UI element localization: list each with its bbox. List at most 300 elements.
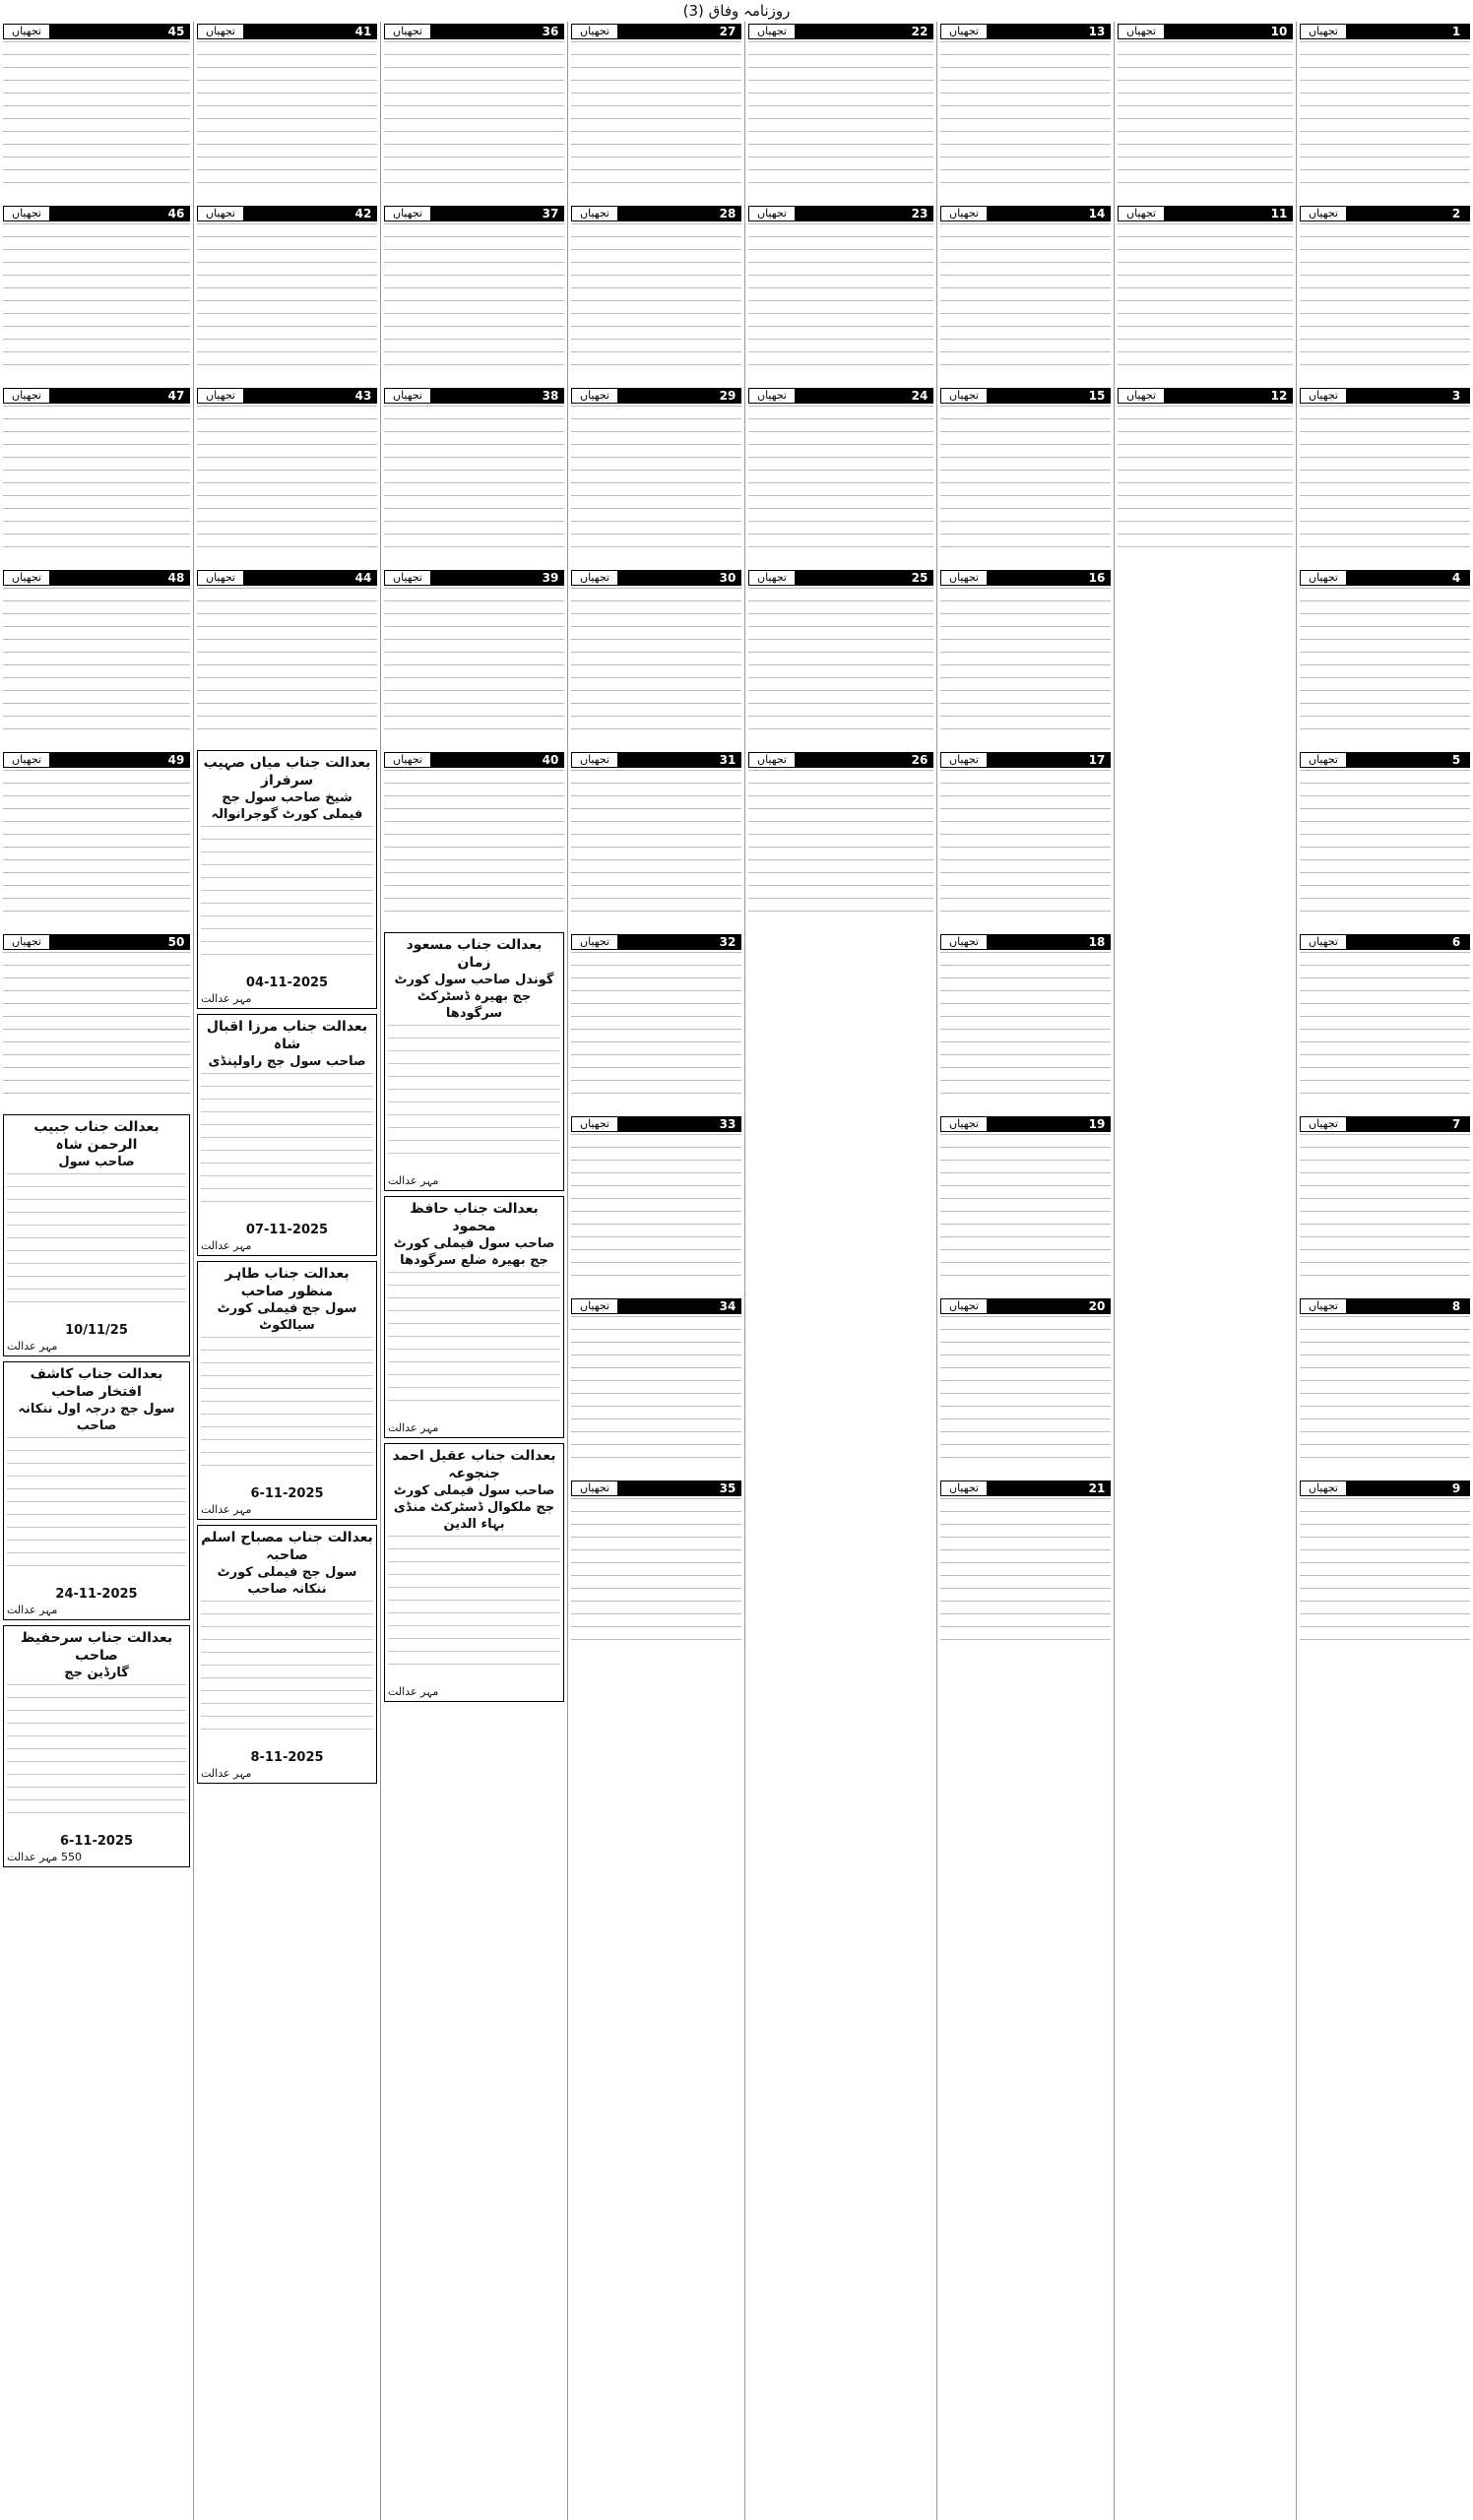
text-line — [3, 652, 190, 653]
notice-number: 11 — [1265, 206, 1293, 221]
text-line — [3, 470, 190, 471]
notice-entry — [940, 386, 1111, 563]
text-line — [748, 482, 933, 483]
text-line — [571, 613, 741, 614]
text-line — [1118, 105, 1293, 106]
text-line — [384, 546, 564, 547]
notice-number: 38 — [537, 388, 564, 404]
notice-header — [571, 24, 741, 39]
text-line — [1300, 1406, 1470, 1407]
text-line — [1300, 313, 1470, 314]
text-line — [1300, 1067, 1470, 1068]
text-line — [748, 770, 933, 771]
notice-number: 23 — [906, 206, 933, 221]
column-5 — [567, 22, 744, 2520]
text-line — [748, 600, 933, 601]
notice-entry — [1300, 386, 1470, 563]
text-line — [3, 885, 190, 886]
notice-body — [1300, 1134, 1470, 1292]
notice-header — [571, 1116, 741, 1132]
court-title: بعدالت جناب جبیب الرحمن شاہ — [33, 1119, 160, 1153]
text-line — [571, 1342, 741, 1343]
notice-body — [940, 770, 1111, 927]
text-line — [384, 898, 564, 899]
notice-body — [1300, 770, 1470, 927]
text-line — [384, 249, 564, 250]
notice-label: تجھیاں — [940, 1480, 988, 1496]
text-line — [384, 859, 564, 860]
notice-label: تجھیاں — [940, 24, 988, 39]
text-line — [748, 54, 933, 55]
text-line — [388, 1127, 560, 1128]
text-line — [197, 728, 377, 729]
notice-number: 44 — [350, 570, 377, 586]
notice-bar — [244, 388, 350, 404]
text-line — [1118, 339, 1293, 340]
text-line — [3, 847, 190, 848]
text-line — [1300, 41, 1470, 42]
text-line — [384, 652, 564, 653]
text-line — [201, 890, 373, 891]
notice-bar — [50, 752, 162, 768]
text-line — [571, 169, 741, 170]
notice-header — [197, 388, 377, 404]
notice-entry — [1300, 204, 1470, 381]
text-line — [1300, 716, 1470, 717]
text-line — [1300, 1016, 1470, 1017]
text-line — [940, 1198, 1111, 1199]
text-line — [571, 157, 741, 158]
text-line — [571, 1601, 741, 1602]
text-line — [1300, 1575, 1470, 1576]
text-line — [571, 1562, 741, 1563]
text-line — [748, 626, 933, 627]
notice-label: تجھیاں — [748, 206, 796, 221]
text-line — [197, 546, 377, 547]
notice-entry — [571, 204, 741, 381]
notice-entry — [384, 750, 564, 927]
text-line — [388, 1561, 560, 1562]
text-line — [384, 364, 564, 365]
text-line — [571, 1354, 741, 1355]
text-line — [388, 1638, 560, 1639]
text-line — [384, 677, 564, 678]
text-line — [1300, 1054, 1470, 1055]
text-line — [388, 1600, 560, 1601]
text-line — [201, 1652, 373, 1653]
text-line — [1300, 1342, 1470, 1343]
text-line — [571, 351, 741, 352]
text-line — [1300, 169, 1470, 170]
notice-body — [3, 952, 190, 1109]
notice-body — [571, 770, 741, 927]
text-line — [571, 783, 741, 784]
text-line — [748, 144, 933, 145]
text-line — [571, 470, 741, 471]
text-line — [571, 326, 741, 327]
text-line — [940, 300, 1111, 301]
notice-bar — [618, 934, 714, 950]
court-title: بعدالت جناب مسعود زمان — [406, 937, 543, 971]
text-line — [7, 1710, 186, 1711]
text-line — [388, 1361, 560, 1362]
notice-label: تجھیاں — [748, 24, 796, 39]
text-line — [748, 534, 933, 535]
text-line — [940, 1524, 1111, 1525]
notice-header — [748, 206, 933, 221]
text-line — [748, 716, 933, 717]
text-line — [388, 1536, 560, 1537]
notice-header — [571, 1480, 741, 1496]
text-line — [571, 67, 741, 68]
text-line — [1118, 313, 1293, 314]
text-line — [384, 783, 564, 784]
text-line — [197, 613, 377, 614]
text-line — [571, 54, 741, 55]
notice-header — [1300, 934, 1470, 950]
notice-bar — [50, 934, 162, 950]
text-line — [384, 834, 564, 835]
text-line — [748, 105, 933, 106]
text-line — [748, 275, 933, 276]
notice-label: تجھیاں — [1300, 570, 1347, 586]
text-line — [197, 80, 377, 81]
notice-number: 37 — [537, 206, 564, 221]
text-line — [940, 546, 1111, 547]
text-line — [1118, 418, 1293, 419]
text-line — [7, 1501, 186, 1502]
text-line — [201, 877, 373, 878]
text-line — [201, 1375, 373, 1376]
text-line — [940, 859, 1111, 860]
notice-label: تجھیاں — [384, 24, 431, 39]
notice-header — [940, 24, 1111, 39]
text-line — [1118, 157, 1293, 158]
notice-label: تجھیاں — [571, 1116, 618, 1132]
text-line — [940, 847, 1111, 848]
text-line — [1300, 118, 1470, 119]
text-line — [571, 600, 741, 601]
text-line — [571, 664, 741, 665]
text-line — [571, 1639, 741, 1640]
notice-entry — [1300, 750, 1470, 927]
column-6 — [380, 22, 567, 2520]
notice-number: 8 — [1442, 1298, 1470, 1314]
notice-header — [571, 570, 741, 586]
notice-header — [384, 206, 564, 221]
notice-entry — [748, 204, 933, 381]
text-line — [3, 364, 190, 365]
text-line — [940, 1316, 1111, 1317]
notice-bar — [988, 752, 1083, 768]
court-subtitle: صاحب سول فیملی کورٹ جج بھیرہ ضلع سرگودھا — [393, 1236, 555, 1268]
text-line — [940, 313, 1111, 314]
text-line — [940, 249, 1111, 250]
notice-number: 43 — [350, 388, 377, 404]
text-line — [571, 677, 741, 678]
notice-number: 1 — [1442, 24, 1470, 39]
text-line — [1300, 326, 1470, 327]
notice-entry — [571, 22, 741, 199]
text-line — [1300, 1029, 1470, 1030]
court-subtitle: گوندل صاحب سول کورٹ جج بھیرہ ڈسٹرکٹ سرگودھا — [394, 973, 554, 1021]
notice-header — [748, 24, 933, 39]
text-line — [384, 169, 564, 170]
text-line — [201, 1729, 373, 1730]
text-line — [571, 990, 741, 991]
notice-entry — [384, 386, 564, 563]
notice-bar — [1165, 24, 1265, 39]
text-line — [388, 1297, 560, 1298]
text-line — [197, 339, 377, 340]
text-line — [1300, 521, 1470, 522]
text-line — [571, 1275, 741, 1276]
text-line — [571, 1418, 741, 1419]
notice-header — [197, 206, 377, 221]
notice-bar — [988, 1298, 1083, 1314]
notice-bar — [618, 570, 714, 586]
text-line — [1300, 821, 1470, 822]
text-line — [1300, 1524, 1470, 1525]
text-line — [7, 1301, 186, 1302]
text-line — [571, 182, 741, 183]
notice-body — [384, 41, 564, 199]
text-line — [3, 144, 190, 145]
notice-bar — [618, 388, 714, 404]
text-line — [940, 1185, 1111, 1186]
text-line — [3, 313, 190, 314]
text-line — [571, 1198, 741, 1199]
text-line — [388, 1664, 560, 1665]
column-2 — [1114, 22, 1296, 2520]
notice-bar — [431, 570, 537, 586]
notice-header — [571, 1298, 741, 1314]
text-line — [201, 1639, 373, 1640]
text-line — [197, 444, 377, 445]
notice-label: تجھیاں — [571, 388, 618, 404]
text-line — [3, 990, 190, 991]
text-line — [384, 728, 564, 729]
text-line — [1300, 1588, 1470, 1589]
text-line — [1300, 1329, 1470, 1330]
text-line — [384, 157, 564, 158]
notice-body — [384, 770, 564, 927]
text-line — [1300, 546, 1470, 547]
notice-label: تجھیاں — [571, 206, 618, 221]
text-line — [940, 80, 1111, 81]
text-line — [1300, 339, 1470, 340]
notice-entry — [3, 22, 190, 199]
court-notice — [3, 1625, 190, 1867]
text-line — [1300, 406, 1470, 407]
text-line — [3, 546, 190, 547]
text-line — [388, 1587, 560, 1588]
text-line — [571, 1236, 741, 1237]
notice-body — [940, 1316, 1111, 1474]
text-line — [1300, 1549, 1470, 1550]
notice-bar — [988, 388, 1083, 404]
text-line — [940, 1067, 1111, 1068]
notice-header — [748, 752, 933, 768]
text-line — [7, 1787, 186, 1788]
text-line — [3, 600, 190, 601]
text-line — [1300, 1457, 1470, 1458]
text-line — [1300, 588, 1470, 589]
text-line — [571, 911, 741, 912]
notice-label: تجھیاں — [1118, 388, 1165, 404]
notice-body — [940, 952, 1111, 1109]
text-line — [384, 690, 564, 691]
text-line — [388, 1114, 560, 1115]
text-line — [384, 534, 564, 535]
text-line — [940, 1093, 1111, 1094]
notice-body — [571, 1498, 741, 1656]
text-line — [571, 1498, 741, 1499]
text-line — [571, 236, 741, 237]
text-line — [571, 885, 741, 886]
notice-bar — [431, 206, 537, 221]
court-text — [7, 1173, 186, 1321]
text-line — [748, 262, 933, 263]
notice-header — [940, 1116, 1111, 1132]
notice-header — [940, 570, 1111, 586]
text-line — [201, 928, 373, 929]
text-line — [1118, 457, 1293, 458]
notice-header — [940, 934, 1111, 950]
text-line — [1118, 169, 1293, 170]
text-line — [571, 131, 741, 132]
court-signature: مہر عدالت — [388, 1421, 439, 1434]
notice-label: تجھیاں — [197, 388, 244, 404]
text-line — [3, 54, 190, 55]
text-line — [940, 364, 1111, 365]
court-date: 04-11-2025 — [245, 976, 329, 990]
notice-entry — [1300, 1114, 1470, 1292]
text-line — [748, 313, 933, 314]
notice-bar — [1347, 570, 1442, 586]
text-line — [571, 847, 741, 848]
text-line — [940, 885, 1111, 886]
notice-number: 9 — [1442, 1480, 1470, 1496]
text-line — [201, 1337, 373, 1338]
text-line — [1118, 521, 1293, 522]
text-line — [384, 508, 564, 509]
text-line — [571, 1549, 741, 1550]
court-signature: 550 مہر عدالت — [7, 1851, 82, 1863]
text-line — [940, 1613, 1111, 1614]
notice-number: 25 — [906, 570, 933, 586]
text-line — [388, 1025, 560, 1026]
notice-entry — [1300, 1479, 1470, 1656]
text-line — [201, 1111, 373, 1112]
notice-label: تجھیاں — [571, 1298, 618, 1314]
text-line — [571, 821, 741, 822]
text-line — [3, 105, 190, 106]
notice-body — [940, 223, 1111, 381]
court-signature: مہر عدالت — [201, 1503, 252, 1516]
text-line — [571, 859, 741, 860]
text-line — [1300, 364, 1470, 365]
text-line — [940, 1354, 1111, 1355]
text-line — [571, 1185, 741, 1186]
text-line — [940, 1249, 1111, 1250]
text-line — [940, 157, 1111, 158]
notice-bar — [796, 752, 906, 768]
text-line — [748, 470, 933, 471]
text-line — [197, 521, 377, 522]
text-line — [201, 1439, 373, 1440]
notice-body — [940, 1134, 1111, 1292]
court-notice — [3, 1361, 190, 1620]
notice-label: تجھیاں — [571, 1480, 618, 1496]
court-title: بعدالت جناب حافظ محمود — [410, 1201, 539, 1234]
text-line — [197, 626, 377, 627]
notice-header — [3, 752, 190, 768]
text-line — [384, 93, 564, 94]
notice-label: تجھیاں — [3, 570, 50, 586]
text-line — [1300, 690, 1470, 691]
text-line — [571, 1588, 741, 1589]
text-line — [1300, 287, 1470, 288]
text-line — [1300, 144, 1470, 145]
court-title: بعدالت جناب طاہر منظور صاحب — [224, 1266, 350, 1299]
text-line — [197, 54, 377, 55]
notice-body — [571, 588, 741, 745]
text-line — [940, 1211, 1111, 1212]
text-line — [748, 364, 933, 365]
page-masthead: روزنامہ وفاق (3) — [682, 2, 791, 20]
text-line — [201, 864, 373, 865]
notice-number: 2 — [1442, 206, 1470, 221]
notice-bar — [1347, 934, 1442, 950]
text-line — [197, 639, 377, 640]
text-line — [571, 1029, 741, 1030]
text-line — [571, 223, 741, 224]
notice-number: 27 — [714, 24, 741, 39]
text-line — [3, 508, 190, 509]
notice-entry — [1118, 22, 1293, 199]
text-line — [748, 508, 933, 509]
text-line — [1300, 795, 1470, 796]
text-line — [388, 1140, 560, 1141]
text-line — [197, 482, 377, 483]
text-line — [1300, 859, 1470, 860]
text-line — [3, 351, 190, 352]
court-date: 6-11-2025 — [250, 1486, 324, 1501]
text-line — [1300, 1367, 1470, 1368]
text-line — [748, 677, 933, 678]
notice-label: تجھیاں — [1118, 24, 1165, 39]
text-line — [384, 613, 564, 614]
text-line — [571, 1511, 741, 1512]
notice-label: تجھیاں — [3, 388, 50, 404]
text-line — [384, 300, 564, 301]
text-line — [748, 664, 933, 665]
text-line — [7, 1212, 186, 1213]
text-line — [1118, 482, 1293, 483]
text-line — [748, 223, 933, 224]
notice-label: تجھیاں — [197, 206, 244, 221]
text-line — [197, 313, 377, 314]
notice-header — [3, 934, 190, 950]
notice-header — [197, 570, 377, 586]
text-line — [3, 444, 190, 445]
text-line — [571, 1380, 741, 1381]
text-line — [201, 1073, 373, 1074]
text-line — [571, 1224, 741, 1225]
notice-label: تجھیاں — [384, 570, 431, 586]
text-line — [748, 406, 933, 407]
